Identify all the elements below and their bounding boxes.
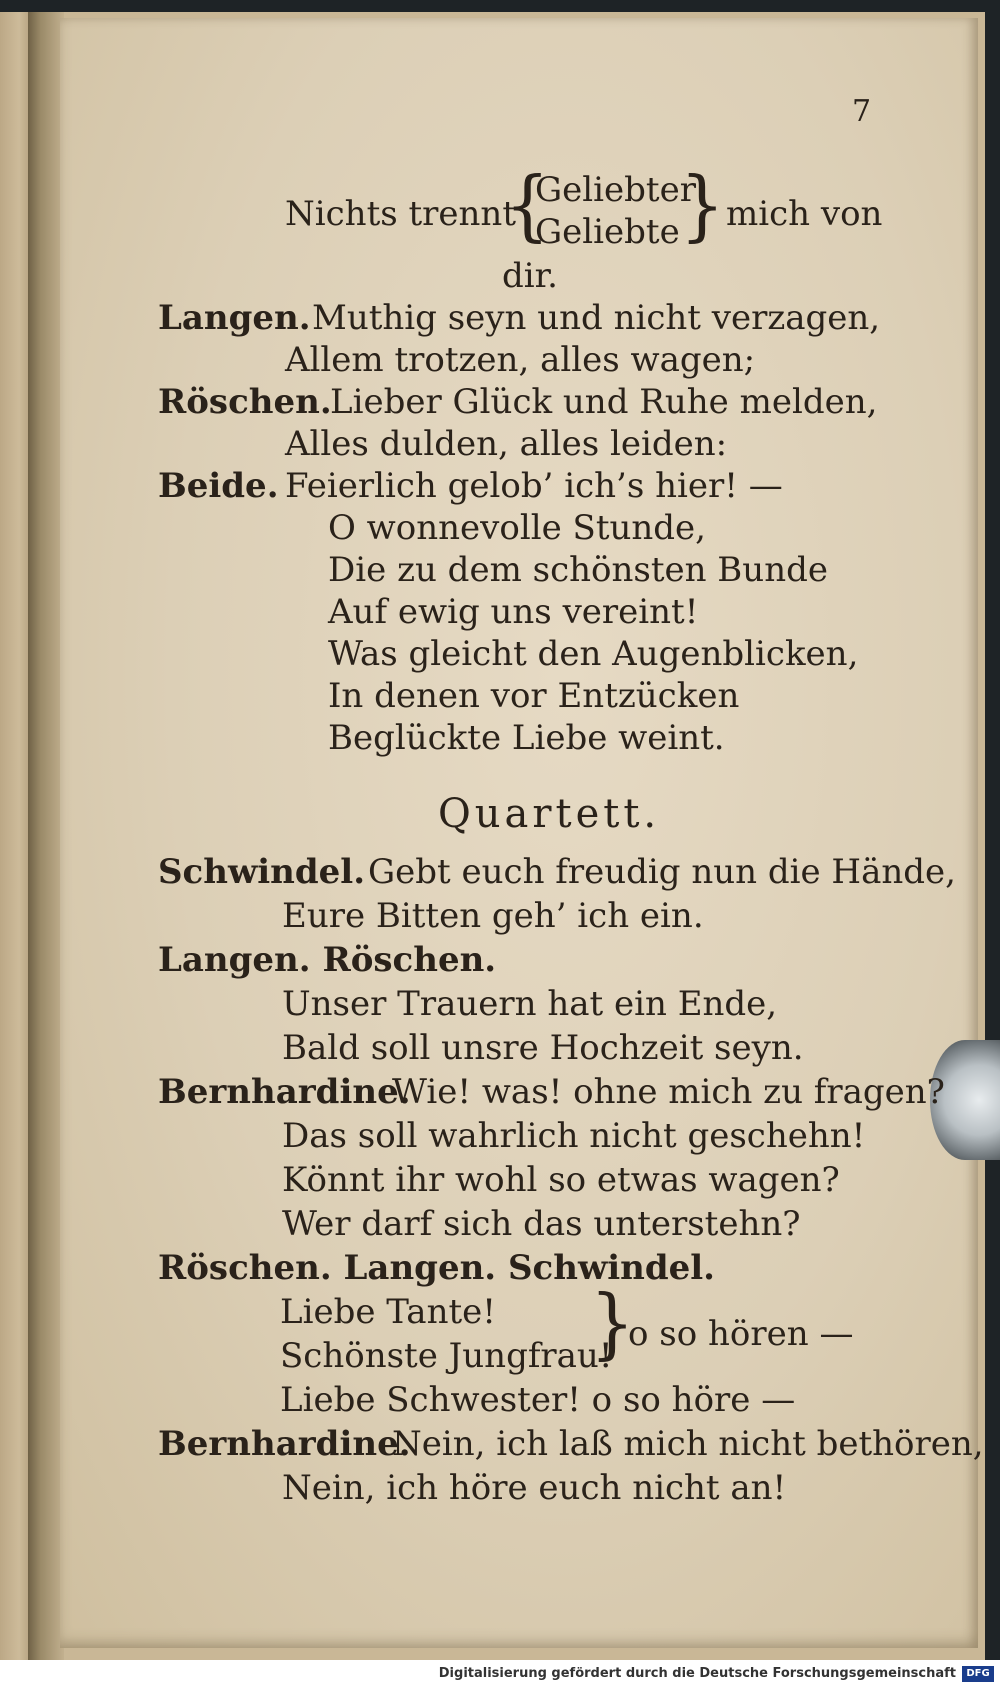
line-26: Liebe Schwester! o so höre — (280, 1380, 796, 1420)
line-24: Liebe Tante! (280, 1292, 496, 1332)
line-12: In denen vor Entzücken (328, 676, 740, 716)
line-11: Was gleicht den Augenblicken, (328, 634, 859, 674)
line-25: Schönste Jungfrau! (280, 1336, 613, 1376)
line-24-post: o so hören — (628, 1314, 854, 1354)
line-19: Wie! was! ohne mich zu fragen? (392, 1072, 945, 1112)
line-4: Allem trotzen, alles wagen; (285, 340, 756, 380)
line-1-a: Geliebter (535, 170, 696, 210)
page-number: 7 (852, 94, 872, 129)
speaker-schwindel: Schwindel. (158, 852, 366, 892)
line-6: Alles dulden, alles leiden: (285, 424, 728, 464)
line-17: Unser Trauern hat ein Ende, (282, 984, 778, 1024)
line-22: Wer darf sich das unterstehn? (282, 1204, 801, 1244)
line-28: Nein, ich höre euch nicht an! (282, 1468, 787, 1508)
line-21: Könnt ihr wohl so etwas wagen? (282, 1160, 840, 1200)
line-10: Auf ewig uns vereint! (328, 592, 699, 632)
right-brace-2: } (590, 1277, 635, 1369)
left-brace: { (505, 159, 550, 251)
line-9: Die zu dem schönsten Bunde (328, 550, 828, 590)
line-1-pre: Nichts trennt (285, 194, 516, 234)
speaker-langen: Langen. (158, 298, 311, 338)
speaker-langen-roeschen: Langen. Röschen. (158, 940, 497, 980)
speaker-bernhardine: Bernhardine. (158, 1072, 411, 1112)
line-20: Das soll wahrlich nicht geschehn! (282, 1116, 866, 1156)
line-2: dir. (502, 256, 558, 296)
speaker-bernhardine-2: Bernhardine. (158, 1424, 411, 1464)
speaker-beide: Beide. (158, 466, 279, 506)
line-3: Muthig seyn und nicht verzagen, (312, 298, 881, 338)
line-15: Eure Bitten geh’ ich ein. (282, 896, 704, 936)
line-7: Feierlich gelob’ ich’s hier! — (285, 466, 783, 506)
line-18: Bald soll unsre Hochzeit seyn. (282, 1028, 804, 1068)
line-8: O wonnevolle Stunde, (328, 508, 706, 548)
line-27: Nein, ich laß mich nicht bethören, (392, 1424, 984, 1464)
speaker-trio: Röschen. Langen. Schwindel. (158, 1248, 716, 1288)
dfg-logo: DFG (962, 1666, 994, 1682)
line-14: Gebt euch freudig nun die Hände, (368, 852, 956, 892)
line-5: Lieber Glück und Ruhe melden, (330, 382, 878, 422)
right-brace: } (680, 159, 725, 251)
line-13: Beglückte Liebe weint. (328, 718, 725, 758)
footer-bar (0, 1660, 1000, 1689)
line-1-b: Geliebte (535, 212, 680, 252)
line-1-post: mich von (726, 194, 883, 234)
speaker-roeschen: Röschen. (158, 382, 332, 422)
footer-credit: Digitalisierung gefördert durch die Deutsche Forschungsgemeinschaft (438, 1666, 956, 1681)
section-heading: Quartett. (438, 791, 661, 837)
book-gutter (28, 12, 64, 1660)
